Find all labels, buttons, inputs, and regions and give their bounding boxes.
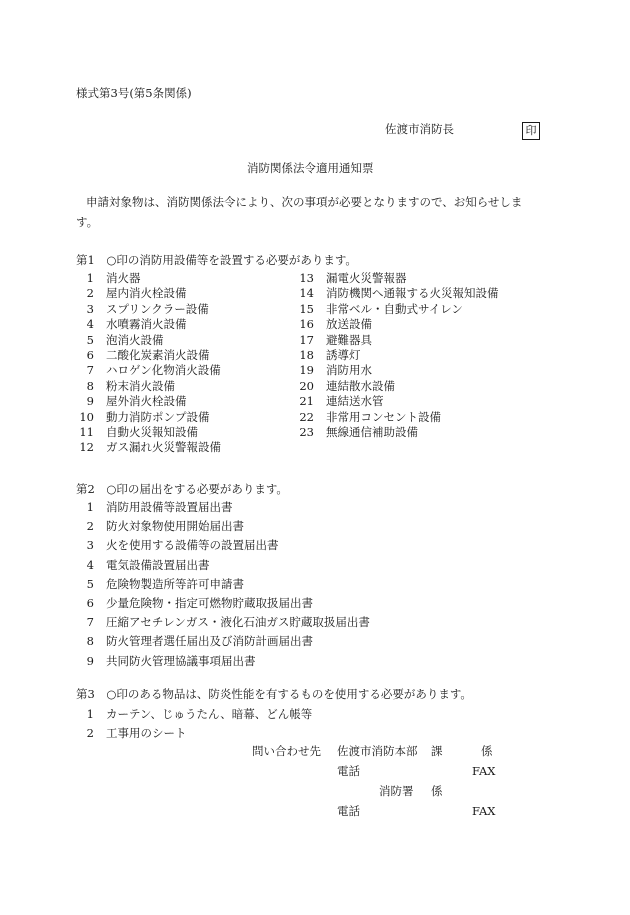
list-item — [290, 378, 395, 393]
section1-heading: 第1 ○印の消防用設備等を設置する必要があります。 — [76, 253, 357, 267]
contact-kakari: 係 — [481, 744, 493, 758]
item-number: 7 — [86, 363, 94, 378]
item-number: 22 — [299, 409, 314, 424]
item-number: 2 — [86, 726, 94, 740]
item-label: 粉末消火設備 — [106, 378, 175, 393]
item-label: 消防用水 — [326, 363, 372, 378]
list-item — [70, 350, 210, 362]
item-number: 14 — [299, 286, 314, 301]
list-item — [70, 427, 198, 439]
item-label: 圧縮アセチレンガス・液化石油ガス貯蔵取扱届出書 — [106, 615, 370, 630]
item-label: 連結散水設備 — [326, 378, 395, 393]
item-label: 火を使用する設備等の設置届出書 — [106, 538, 279, 553]
item-label: 工事用のシート — [106, 726, 187, 740]
list-item — [70, 557, 210, 572]
item-number: 1 — [86, 707, 94, 721]
contact-tel-2: 電話 — [337, 804, 360, 818]
list-item — [70, 301, 209, 316]
item-label: カーテン、じゅうたん、暗幕、どん帳等 — [106, 707, 313, 721]
item-number: 6 — [86, 348, 94, 362]
item-number: 15 — [299, 301, 314, 316]
item-label: 屋外消火栓設備 — [106, 394, 187, 409]
item-number: 2 — [86, 519, 94, 534]
form-id: 様式第3号(第5条関係) — [76, 86, 192, 100]
item-number: 9 — [86, 394, 94, 409]
item-number: 10 — [79, 409, 94, 424]
list-item — [290, 288, 499, 300]
item-label: 危険物製造所等許可申請書 — [106, 576, 244, 591]
list-item — [70, 288, 187, 300]
list-item — [290, 396, 384, 408]
list-item — [70, 396, 187, 408]
list-item — [290, 409, 441, 424]
item-number: 17 — [299, 332, 314, 347]
item-label: スプリンクラー設備 — [106, 301, 209, 316]
list-item — [290, 350, 361, 362]
item-label: 非常用コンセント設備 — [326, 409, 441, 424]
item-label: 少量危険物・指定可燃物貯蔵取扱届出書 — [106, 596, 313, 610]
list-item — [290, 365, 372, 377]
list-item — [70, 576, 244, 591]
list-item — [70, 653, 256, 668]
item-number: 7 — [86, 615, 94, 630]
contact-fax: FAX — [472, 764, 496, 778]
contact-hq: 佐渡市消防本部 — [337, 744, 418, 758]
document-title: 消防関係法令適用通知票 — [247, 161, 374, 175]
list-item — [70, 319, 187, 331]
list-item — [70, 273, 141, 285]
item-number: 5 — [86, 332, 94, 347]
list-item — [290, 319, 372, 331]
item-number: 12 — [79, 440, 94, 455]
item-label: 消火器 — [106, 271, 141, 285]
list-item — [290, 332, 372, 347]
item-number: 8 — [86, 378, 94, 393]
item-number: 19 — [299, 363, 314, 378]
item-label: ハロゲン化物消火設備 — [106, 363, 221, 378]
item-number: 4 — [86, 557, 94, 572]
list-item — [70, 409, 210, 424]
contact-station: 消防署 — [379, 784, 414, 798]
contact-label: 問い合わせ先 — [252, 744, 321, 758]
contact-station-kakari: 係 — [431, 784, 443, 798]
contact-tel: 電話 — [337, 764, 360, 778]
item-label: 動力消防ポンプ設備 — [106, 409, 210, 424]
list-item — [70, 709, 312, 721]
list-item — [290, 301, 463, 316]
item-number: 3 — [86, 538, 94, 553]
list-item — [70, 617, 370, 629]
list-item — [290, 427, 418, 439]
list-item — [70, 598, 313, 610]
item-label: 泡消火設備 — [106, 332, 164, 347]
intro-line-1: 申請対象物は、消防関係法令により、次の事項が必要となりますので、お知らせしま — [86, 195, 523, 209]
item-label: 漏電火災警報器 — [326, 271, 407, 285]
item-number: 13 — [299, 271, 314, 285]
item-label: 自動火災報知設備 — [106, 425, 198, 439]
item-label: 防火管理者選任届出及び消防計画届出書 — [106, 634, 313, 649]
list-item — [70, 502, 233, 514]
item-label: 無線通信補助設備 — [326, 425, 418, 439]
item-label: 非常ベル・自動式サイレン — [326, 301, 463, 316]
item-label: 防火対象物使用開始届出書 — [106, 519, 244, 534]
item-label: 電気設備設置届出書 — [106, 557, 210, 572]
item-label: 二酸化炭素消火設備 — [106, 348, 210, 362]
item-label: 消防用設備等設置届出書 — [106, 500, 233, 514]
item-number: 16 — [299, 317, 314, 332]
item-number: 4 — [86, 317, 94, 332]
section3-heading: 第3 ○印のある物品は、防炎性能を有するものを使用する必要があります。 — [76, 687, 472, 701]
item-number: 11 — [79, 425, 94, 439]
section2-heading: 第2 ○印の届出をする必要があります。 — [76, 482, 288, 496]
contact-fax-2: FAX — [472, 804, 496, 818]
list-item — [70, 636, 313, 648]
intro-line-2: す。 — [76, 215, 99, 229]
list-item — [70, 365, 221, 377]
item-label: 水噴霧消火設備 — [106, 317, 187, 332]
issuer: 佐渡市消防長 — [385, 122, 454, 136]
list-item — [70, 378, 175, 393]
list-item — [70, 442, 221, 454]
item-number: 2 — [86, 286, 94, 301]
item-label: 誘導灯 — [326, 348, 361, 362]
item-number: 5 — [86, 576, 94, 591]
list-item — [70, 728, 187, 740]
item-number: 23 — [299, 425, 314, 439]
item-label: 消防機関へ通報する火災報知設備 — [326, 286, 499, 301]
item-label: 避難器具 — [326, 332, 372, 347]
item-number: 3 — [86, 301, 94, 316]
contact-ka: 課 — [431, 744, 443, 758]
item-number: 18 — [299, 348, 314, 362]
list-item — [70, 540, 279, 552]
item-number: 9 — [86, 653, 94, 668]
item-number: 1 — [86, 271, 94, 285]
seal-mark: 印 — [522, 122, 540, 140]
item-label: 共同防火管理協議事項届出書 — [106, 653, 256, 668]
item-number: 8 — [86, 634, 94, 649]
item-number: 1 — [86, 500, 94, 514]
item-label: ガス漏れ火災警報設備 — [106, 440, 221, 455]
item-number: 20 — [299, 378, 314, 393]
list-item — [290, 273, 407, 285]
item-number: 6 — [86, 596, 94, 610]
item-label: 放送設備 — [326, 317, 372, 332]
item-label: 屋内消火栓設備 — [106, 286, 187, 301]
item-label: 連結送水管 — [326, 394, 384, 409]
item-number: 21 — [299, 394, 314, 409]
list-item — [70, 332, 164, 347]
list-item — [70, 521, 244, 533]
